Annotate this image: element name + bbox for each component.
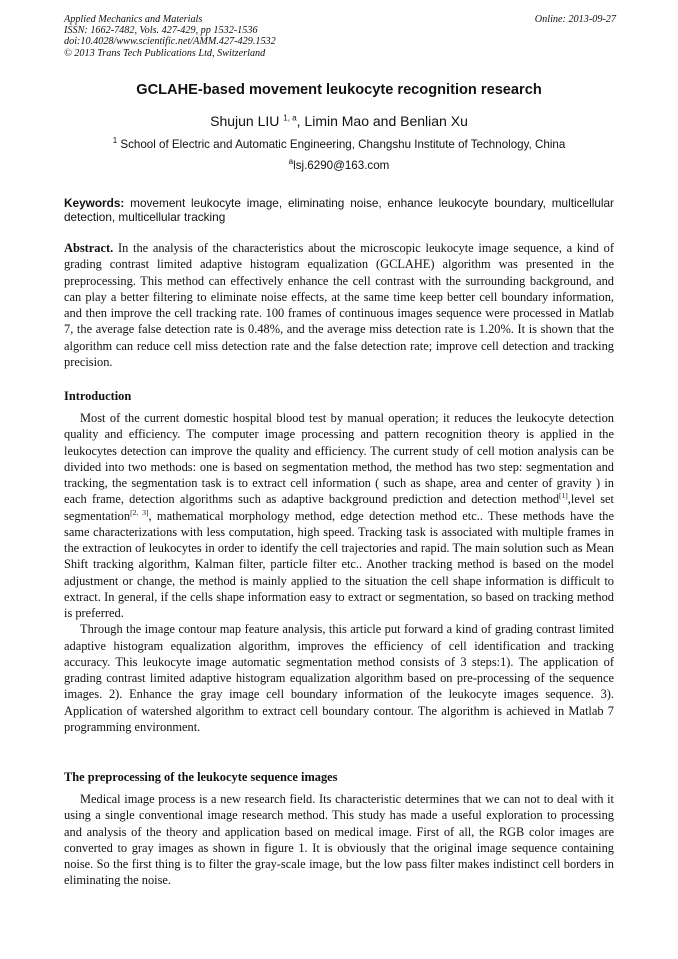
citation-1[interactable]: [1] — [559, 491, 568, 501]
affiliation — [64, 138, 614, 151]
author-first-sup: 1, a — [283, 113, 297, 123]
author-email — [64, 159, 614, 172]
author-first: Shujun LIU — [210, 113, 280, 129]
journal-name: Applied Mechanics and Materials — [64, 14, 203, 25]
doi-line: doi:10.4028/www.scientific.net/AMM.427-429.1532 — [64, 36, 276, 48]
intro-p1-part-c: , mathematical morphology method, edge detection method etc.. These methods have the same characterizations with less computation, high speed. Tracking task is associated with multiple frames in the extraction of leukocytes in order to identify the cell trajectories and rapid. The main solution such as Mean Shift tracking algorithm, Kalman filter, particle filter etc.. Another tracking method is based on the model adjustment or change, the method is mainly applied to the situation the cell shape information is difficult to extract. In general, if the cells shape information easy to extract or segmentation, so based on tracking method is preferred. — [64, 508, 614, 620]
keywords-label: Keywords: — [64, 196, 125, 210]
preprocessing-body — [64, 791, 614, 889]
introduction-body — [64, 410, 614, 735]
citation-2-3[interactable]: [2, 3] — [130, 507, 149, 517]
keywords-block — [64, 196, 614, 224]
abstract-block — [64, 240, 614, 370]
intro-p1-part-b: ,level set segmentation — [64, 492, 614, 523]
introduction-heading: Introduction — [64, 389, 132, 403]
introduction-paragraph-1 — [64, 410, 614, 621]
email-text: lsj.6290@163.com — [293, 159, 390, 172]
intro-p1-part-a: Most of the current domestic hospital blood test by manual operation; it reduces the leukocyte detection quality and efficiency. The computer image processing and pattern recognition theory is applied in the leukocytes detection can improve the quality and efficiency. The current study of cell motion analysis can be divided into two methods: one is based on segmentation method, the method has two step: segmentation and tracking, the segmentation task is to extract cell information ( such as shape, area and center of gravity ) in each frame, detection algorithms such as adaptive background prediction and detection method — [64, 411, 614, 507]
issn-line: ISSN: 1662-7482, Vols. 427-429, pp 1532-1536 — [64, 25, 258, 37]
preprocessing-heading: The preprocessing of the leukocyte sequence images — [64, 770, 338, 784]
email-sup: a — [288, 157, 294, 167]
author-rest: , Limin Mao and Benlian Xu — [296, 113, 468, 129]
preprocessing-paragraph-1: Medical image process is a new research field. Its characteristic determines that we can not to deal with it using a single conventional image research method. This study has made a useful exploration to processing and analysis of the theory and application based on medical image. First of all, the RGB color images are converted to gray images as shown in figure 1. It is obviously that the original image sequence containing noise. So the first thing is to filter the gray-scale image, but the low pass filter makes indistinct cell borders in eliminating the noise. — [64, 792, 614, 888]
paper-title: GCLAHE-based movement leukocyte recognition research — [136, 82, 542, 98]
copyright-line: © 2013 Trans Tech Publications Ltd, Switzerland — [64, 47, 266, 59]
affiliation-sup: 1 — [112, 136, 118, 146]
affiliation-text: School of Electric and Automatic Engineering, Changshu Institute of Technology, China — [120, 138, 566, 151]
keywords-text: movement leukocyte image, eliminating noise, enhance leukocyte boundary, multicellular detection, multicellular tracking — [64, 196, 614, 224]
introduction-paragraph-2: Through the image contour map feature analysis, this article put forward a kind of grading contrast limited adaptive histogram equalization algorithm, improves the efficiency of cell identification and tracking accuracy. This leukocyte image automatic segmentation method consists of 3 steps:1). The application of grading contrast limited adaptive histogram equalization algorithm based on pre-processing of the sequence images. 2). Enhance the gray image cell boundary information of the leukocyte images sequence. 3). Application of watershed algorithm to extract cell boundary contour. The algorithm is achieved in Matlab 7 programming environment. — [64, 622, 614, 734]
abstract-label: Abstract. — [64, 241, 114, 255]
abstract-text: In the analysis of the characteristics about the microscopic leukocyte image sequence, a kind of grading contrast limited adaptive histogram equalization (GCLAHE) algorithm was presented in the preprocessing. This method can effectively enhance the cell contrast with the surrounding background, and can play a better filtering to eliminate noise effects, at the same time keep better cell boundary information, and then improve the cell tracking rate. 100 frames of continuous images sequence were processed in Matlab 7, the average false detection rate is 0.48%, and the average miss detection rate is 1.20%. It is shown that the algorithm can reduce cell miss detection rate and the false detection rate; improve cell detection and tracking precision. — [64, 241, 614, 369]
online-date: Online: 2013-09-27 — [534, 14, 616, 25]
author-line — [64, 113, 614, 129]
journal-header — [64, 14, 616, 59]
